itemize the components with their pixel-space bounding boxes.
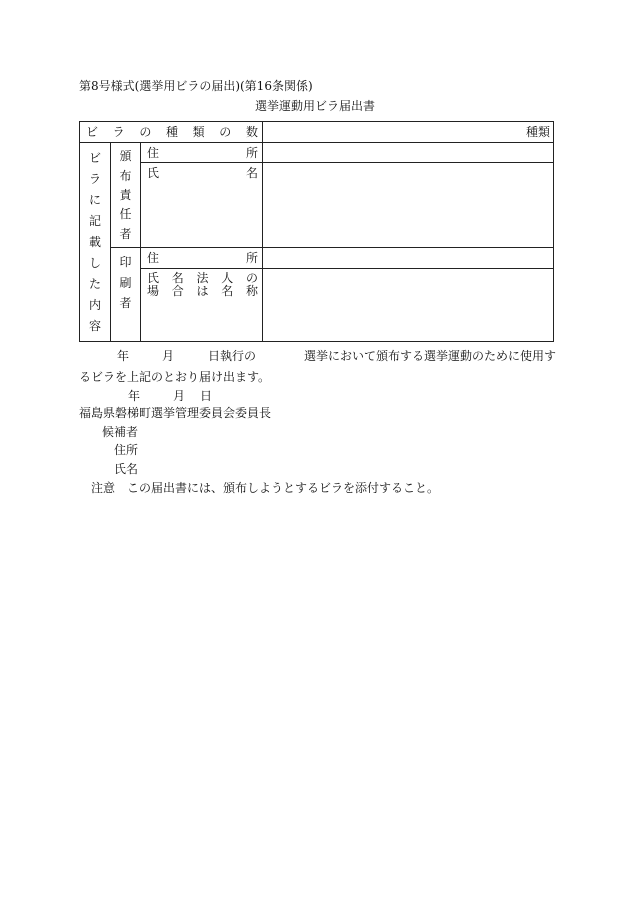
- label-bill-type-count: ビ ラ の 種 類 の 数: [80, 122, 263, 143]
- attachment-note: 注意 この届出書には、頒布しようとするビラを添付すること。: [91, 481, 440, 495]
- label-printer-name: 氏 名 法 人 の 場 合 は 名 称: [141, 269, 263, 342]
- label-manager-address: 住 所: [141, 143, 263, 163]
- date-month: 月: [162, 349, 175, 363]
- form-number-heading: 第8号様式(選挙用ビラの届出)(第16条関係): [79, 79, 313, 93]
- notification-table: [79, 121, 554, 342]
- document-title: 選挙運動用ビラ届出書: [254, 99, 375, 113]
- body-text-line1: 選挙において頒布する選挙運動のために使用す: [304, 349, 557, 363]
- manager-name-field[interactable]: [263, 163, 554, 248]
- label-printer-address: 住 所: [141, 248, 263, 269]
- label-printer: 印 刷 者: [111, 248, 141, 342]
- label-manager-name: 氏 名: [141, 163, 263, 248]
- printer-name-field[interactable]: [263, 269, 554, 342]
- printer-address-field[interactable]: [263, 248, 554, 269]
- date-day-exec: 日執行の: [208, 349, 257, 363]
- bill-type-count-field[interactable]: [263, 122, 554, 143]
- sign-month: 月: [173, 389, 186, 403]
- label-bill-contents: ビ ラ に 記 載 し た 内 容: [80, 143, 111, 342]
- candidate-address-label: 住所: [114, 443, 139, 457]
- manager-address-field[interactable]: [263, 143, 554, 163]
- candidate-name-label: 氏名: [114, 462, 139, 476]
- candidate-label: 候補者: [102, 425, 139, 439]
- addressee: 福島県磐梯町選挙管理委員会委員長: [79, 406, 272, 420]
- sign-day: 日: [200, 389, 213, 403]
- label-distribution-manager: 頒 布 責 任 者: [111, 143, 141, 248]
- type-unit: 種類: [525, 125, 550, 139]
- sign-year: 年: [128, 389, 141, 403]
- body-text-line2: るビラを上記のとおり届け出ます。: [79, 370, 271, 384]
- date-year: 年: [117, 349, 130, 363]
